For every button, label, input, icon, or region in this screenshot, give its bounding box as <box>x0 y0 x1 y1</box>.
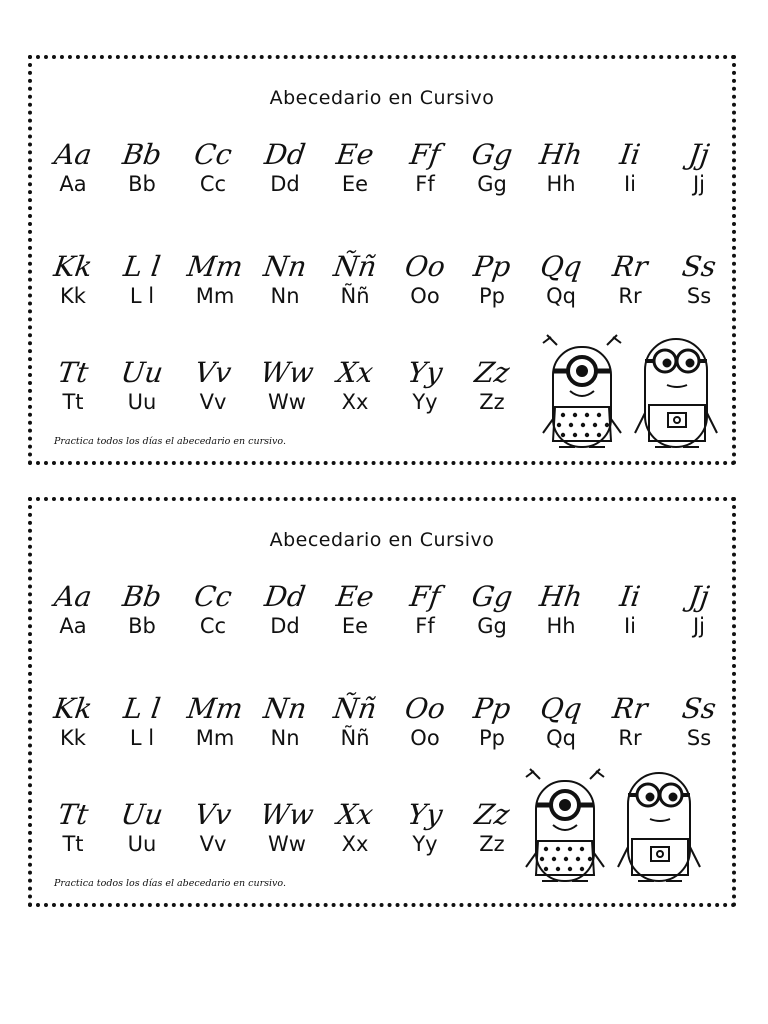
cursive-letter: Zz <box>472 356 512 389</box>
print-letter: Xx <box>341 832 369 856</box>
cursive-letter: Yy <box>405 798 445 831</box>
print-letter: L l <box>129 726 155 750</box>
print-letter: Ññ <box>340 726 370 750</box>
practice-note: Practica todos los días el abecedario en cursivo. <box>54 878 286 889</box>
print-letter: Cc <box>199 614 227 638</box>
cursive-letter: L l <box>121 250 163 283</box>
print-letter: Hh <box>546 172 576 196</box>
cursive-letter: Nn <box>261 692 309 725</box>
letter-pair-e <box>322 581 388 639</box>
letter-pair-e <box>322 139 388 197</box>
print-letter: Qq <box>546 726 576 750</box>
cursive-letter: Ññ <box>331 250 379 283</box>
cursive-letter: Gg <box>469 580 515 613</box>
cursive-letter: Bb <box>120 138 164 171</box>
letter-pair-enye <box>322 251 388 309</box>
print-letter: Ss <box>686 726 712 750</box>
cursive-letter: Vv <box>192 798 234 831</box>
cursive-letter: Jj <box>686 580 712 613</box>
print-letter: Vv <box>199 390 227 414</box>
print-letter: Mm <box>195 726 235 750</box>
print-letter: Aa <box>59 172 87 196</box>
letter-pair-f <box>392 139 458 197</box>
print-letter: Vv <box>199 832 227 856</box>
cursive-letter: Bb <box>120 580 164 613</box>
cursive-letter: Kk <box>51 692 95 725</box>
letter-pair-h <box>528 581 594 639</box>
print-letter: Pp <box>479 284 505 308</box>
cursive-letter: Ss <box>679 250 719 283</box>
print-letter: L l <box>129 284 155 308</box>
cursive-letter: Dd <box>262 580 308 613</box>
letter-pair-t <box>40 357 106 415</box>
letter-pair-enye <box>322 693 388 751</box>
print-letter: Ss <box>686 284 712 308</box>
cursive-letter: Ww <box>258 356 316 389</box>
letter-pair-g <box>459 581 525 639</box>
print-letter: Kk <box>60 726 86 750</box>
print-letter: Qq <box>546 284 576 308</box>
cursive-letter: L l <box>121 692 163 725</box>
letter-pair-t <box>40 799 106 857</box>
cursive-letter: Uu <box>118 798 166 831</box>
cursive-letter: Mm <box>185 692 245 725</box>
alphabet-card-1 <box>28 55 736 465</box>
print-letter: Aa <box>59 614 87 638</box>
letter-pair-q <box>528 693 594 751</box>
print-letter: Cc <box>199 172 227 196</box>
print-letter: Uu <box>127 832 157 856</box>
letter-pair-i <box>597 139 663 197</box>
cursive-letter: Aa <box>52 138 94 171</box>
print-letter: Ññ <box>340 284 370 308</box>
letter-pair-a <box>40 139 106 197</box>
cursive-letter: Ee <box>334 580 376 613</box>
print-letter: Tt <box>62 390 84 414</box>
letter-pair-m <box>182 251 248 309</box>
cursive-letter: Jj <box>686 138 712 171</box>
letter-pair-a <box>40 581 106 639</box>
print-letter: Gg <box>477 172 507 196</box>
cursive-letter: Ee <box>334 138 376 171</box>
letter-pair-o <box>392 693 458 751</box>
letter-pair-d <box>252 581 318 639</box>
letter-pair-g <box>459 139 525 197</box>
letter-pair-z <box>459 799 525 857</box>
letter-pair-l <box>109 693 175 751</box>
print-letter: Zz <box>479 832 505 856</box>
letter-pair-u <box>109 799 175 857</box>
print-letter: Oo <box>410 726 440 750</box>
letter-pair-s <box>666 251 732 309</box>
cursive-letter: Ii <box>617 138 643 171</box>
cursive-letter: Nn <box>261 250 309 283</box>
letter-pair-p <box>459 693 525 751</box>
print-letter: Mm <box>195 284 235 308</box>
print-letter: Kk <box>60 284 86 308</box>
letter-pair-u <box>109 357 175 415</box>
letter-pair-p <box>459 251 525 309</box>
print-letter: Ww <box>268 832 306 856</box>
letter-pair-m <box>182 693 248 751</box>
print-letter: Xx <box>341 390 369 414</box>
cursive-letter: Ss <box>679 692 719 725</box>
print-letter: Hh <box>546 614 576 638</box>
letter-pair-n <box>252 251 318 309</box>
cursive-letter: Qq <box>538 692 584 725</box>
cursive-letter: Cc <box>192 138 234 171</box>
print-letter: Yy <box>412 390 438 414</box>
cursive-letter: Oo <box>402 250 448 283</box>
letter-pair-l <box>109 251 175 309</box>
letter-pair-o <box>392 251 458 309</box>
letter-pair-i <box>597 581 663 639</box>
letter-pair-y <box>392 357 458 415</box>
card-title: Abecedario en Cursivo <box>269 87 495 109</box>
letter-pair-d <box>252 139 318 197</box>
print-letter: Jj <box>692 172 706 196</box>
cursive-letter: Aa <box>52 580 94 613</box>
letter-pair-b <box>109 139 175 197</box>
cursive-letter: Qq <box>538 250 584 283</box>
print-letter: Oo <box>410 284 440 308</box>
practice-note: Practica todos los días el abecedario en cursivo. <box>54 436 286 447</box>
letter-pair-z <box>459 357 525 415</box>
print-letter: Bb <box>128 172 156 196</box>
letter-pair-w <box>254 357 320 415</box>
cursive-letter: Pp <box>471 692 513 725</box>
cursive-letter: Ññ <box>331 692 379 725</box>
print-letter: Bb <box>128 614 156 638</box>
cursive-letter: Ff <box>407 138 443 171</box>
print-letter: Dd <box>270 172 300 196</box>
cursive-letter: Rr <box>610 692 650 725</box>
cursive-letter: Zz <box>472 798 512 831</box>
cursive-letter: Tt <box>55 798 91 831</box>
print-letter: Ee <box>341 172 369 196</box>
letter-pair-s <box>666 693 732 751</box>
cursive-letter: Vv <box>192 356 234 389</box>
print-letter: Jj <box>692 614 706 638</box>
cursive-letter: Mm <box>185 250 245 283</box>
print-letter: Uu <box>127 390 157 414</box>
letter-pair-f <box>392 581 458 639</box>
print-letter: Ii <box>623 172 637 196</box>
print-letter: Ff <box>415 172 435 196</box>
cursive-letter: Hh <box>537 138 585 171</box>
print-letter: Gg <box>477 614 507 638</box>
letter-pair-w <box>254 799 320 857</box>
letter-pair-n <box>252 693 318 751</box>
cursive-letter: Ww <box>258 798 316 831</box>
print-letter: Rr <box>618 726 642 750</box>
print-letter: Yy <box>412 832 438 856</box>
print-letter: Nn <box>270 726 300 750</box>
print-letter: Ff <box>415 614 435 638</box>
print-letter: Ee <box>341 614 369 638</box>
cursive-letter: Cc <box>192 580 234 613</box>
letter-pair-v <box>180 357 246 415</box>
print-letter: Tt <box>62 832 84 856</box>
minions-illustration-icon <box>537 329 722 463</box>
print-letter: Ww <box>268 390 306 414</box>
cursive-letter: Tt <box>55 356 91 389</box>
cursive-letter: Gg <box>469 138 515 171</box>
cursive-letter: Ii <box>617 580 643 613</box>
letter-pair-h <box>528 139 594 197</box>
letter-pair-q <box>528 251 594 309</box>
cursive-letter: Xx <box>334 798 376 831</box>
letter-pair-c <box>180 581 246 639</box>
cursive-letter: Oo <box>402 692 448 725</box>
cursive-letter: Kk <box>51 250 95 283</box>
minions-illustration-icon <box>520 763 705 897</box>
print-letter: Dd <box>270 614 300 638</box>
card-title: Abecedario en Cursivo <box>269 529 495 551</box>
cursive-letter: Rr <box>610 250 650 283</box>
letter-pair-y <box>392 799 458 857</box>
print-letter: Zz <box>479 390 505 414</box>
cursive-letter: Yy <box>405 356 445 389</box>
letter-pair-k <box>40 251 106 309</box>
letter-pair-c <box>180 139 246 197</box>
letter-pair-v <box>180 799 246 857</box>
cursive-letter: Dd <box>262 138 308 171</box>
letter-pair-x <box>322 357 388 415</box>
letter-pair-r <box>597 693 663 751</box>
print-letter: Pp <box>479 726 505 750</box>
cursive-letter: Pp <box>471 250 513 283</box>
cursive-letter: Xx <box>334 356 376 389</box>
letter-pair-k <box>40 693 106 751</box>
cursive-letter: Ff <box>407 580 443 613</box>
letter-pair-j <box>666 139 732 197</box>
cursive-letter: Uu <box>118 356 166 389</box>
alphabet-card-2 <box>28 497 736 907</box>
letter-pair-r <box>597 251 663 309</box>
print-letter: Rr <box>618 284 642 308</box>
letter-pair-x <box>322 799 388 857</box>
print-letter: Nn <box>270 284 300 308</box>
letter-pair-j <box>666 581 732 639</box>
cursive-letter: Hh <box>537 580 585 613</box>
print-letter: Ii <box>623 614 637 638</box>
letter-pair-b <box>109 581 175 639</box>
